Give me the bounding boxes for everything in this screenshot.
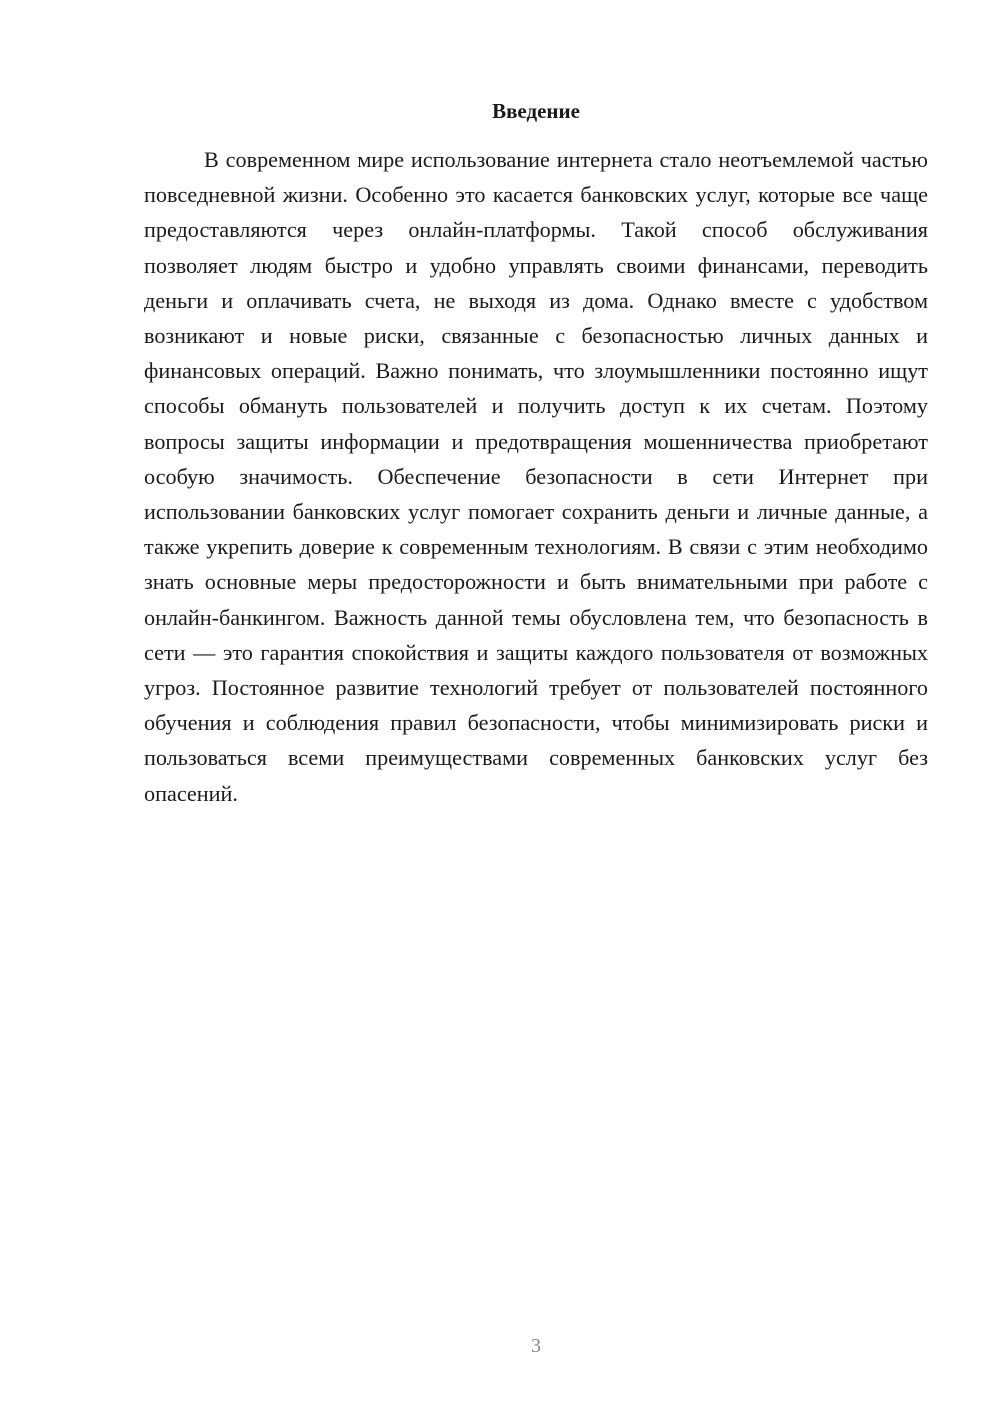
- body-paragraph: В современном мире использование интернета стало неотъемлемой частью повседневной жизни. Особенно это касается банковских услуг, которые все чаще предоставляются через онлайн-платформы. Такой способ обслуживания позволяет людям быстро и удобно управлять своими финансами, переводить деньги и оплачивать счета, не выходя из дома. Однако вместе с удобством возникают и новые риски, связанные с безопасностью личных данных и финансовых операций. Важно понимать, что злоумышленники постоянно ищут способы обмануть пользователей и получить доступ к их счетам. Поэтому вопросы защиты информации и предотвращения мошенничества приобретают особую значимость. Обеспечение безопасности в сети Интернет при использовании банковских услуг помогает сохранить деньги и личные данные, а также укрепить доверие к современным технологиям. В связи с этим необходимо знать основные меры предосторожности и быть внимательными при работе с онлайн-банкингом. Важность данной темы обусловлена тем, что безопасность в сети — это гарантия спокойствия и защиты каждого пользователя от возможных угроз. Постоянное развитие технологий требует от пользователей постоянного обучения и соблюдения правил безопасности, чтобы минимизировать риски и пользоваться всеми преимуществами современных банковских услуг без опасений.: [144, 147, 928, 806]
- section-heading: Введение: [492, 99, 580, 123]
- page-number: 3: [531, 1335, 541, 1357]
